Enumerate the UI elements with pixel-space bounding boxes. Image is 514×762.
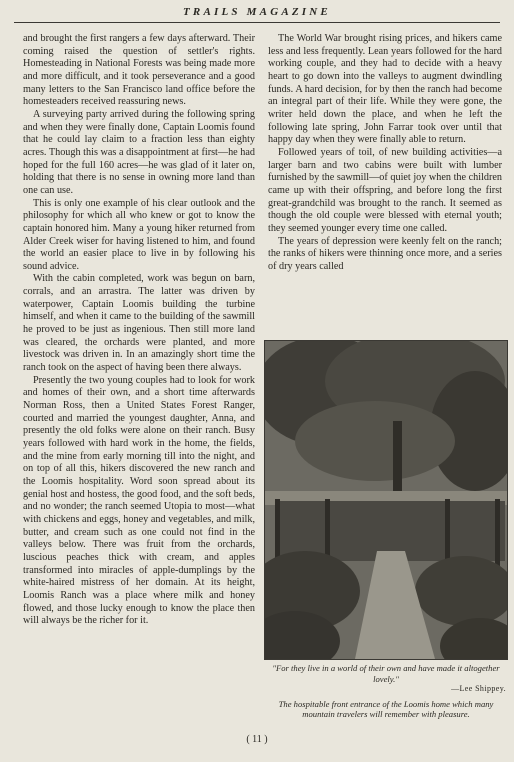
caption-description: The hospitable front entrance of the Loomis home which many mountain travelers will remember with pleasure. <box>278 698 494 720</box>
photo-illustration <box>265 341 507 659</box>
paragraph: The World War brought rising prices, and hikers came less and less frequently. Lean years followed for the hard working couple, and they had to decide with a heavy heart to go down into the valleys to augment dwindling funds. A hard decision, for by then the ranch had become an integral part of their life. While they were gone, the writer held down the place, and when he left the following late spring, John Farrar took over until that happy day when they were finally able to return. <box>268 33 502 146</box>
header-rule <box>14 22 500 23</box>
page-number: ( 11 ) <box>246 734 268 745</box>
magazine-header: TRAILS MAGAZINE <box>183 6 331 18</box>
paragraph: The years of depression were keenly felt on the ranch; the ranks of hikers were thinning once more, and a series of dry years called <box>268 235 502 272</box>
paragraph: Followed years of toil, of new building activities—a larger barn and two cabins were built with lumber furnished by the sawmill—of quiet joy when the children came up with their offspring, and before long the first great-grandchild was brought to the ranch. It seemed as though the old couple were blessed with eternal youth; they seemed younger every time one called. <box>268 146 502 234</box>
paragraph: and brought the first rangers a few days afterward. Their coming raised the question of settler's rights. Homesteading in National Forests was being made more and more difficult, and it took perseverance and a good many letters to the San Francisco land office before the homesteaders received reassuring news. <box>23 33 255 108</box>
paragraph: This is only one example of his clear outlook and the philosophy for which all who knew or got to know the captain honored him. Many a young hiker returned from Alder Creek wiser for having listened to him, and found the world an easier place to live in by following his sound advice. <box>23 197 255 272</box>
ranch-entrance-photo <box>264 340 508 660</box>
photo-caption <box>266 663 506 720</box>
left-text-column <box>23 33 255 628</box>
caption-quote: "For they live in a world of their own and have made it altogether lovely." <box>272 663 500 684</box>
right-text-column <box>268 33 502 273</box>
paragraph: With the cabin completed, work was begun on barn, corrals, and an arrastra. The latter was driven by waterpower, Captain Loomis building the turbine himself, and when it came to the building of the sawmill he proved to be just as ingenious. Then still more land was cleared, the orchards were planted, and more livestock was driven in. In an amazingly short time the ranch took on the aspect of having been there always. <box>23 273 255 374</box>
paragraph: Presently the two young couples had to look for work and homes of their own, and a short time afterwards Norman Ross, then a United States Forest Ranger, courted and married the youngest daughter, Anna, and presently the old folks were alone on their ranch. Busy years followed with hard work in the home, the fields, and the mine from early morning till into the night, and on top of all this, hikers discovered the new ranch and the Loomis hospitality. Word soon spread about its genial host and hostess, the good food, and the soft beds, and no wonder; the ranch seemed Utopia to most—what with chickens and eggs, honey and vegetables, and milk, butter, and cream such as one could not find in the valleys below. There was fruit from the orchards, luscious peaches thick with cream, and apples transformed into miracles of apple-dumplings by the white-haired mistress of her domain. At its height, Loomis Ranch was a place where milk and honey flowed, and those lucky enough to know the place then will always be the richer for it. <box>23 374 255 627</box>
paragraph: A surveying party arrived during the following spring and when they were finally done, Captain Loomis found that he could lay claim to a fraction less than eighty acres. Though this was a disappointment at first—he had hoped for the full 160 acres—he was glad of it later on, holding that there is no sense in owning more land than one can use. <box>23 108 255 196</box>
caption-attribution: —Lee Shippey. <box>451 684 506 694</box>
